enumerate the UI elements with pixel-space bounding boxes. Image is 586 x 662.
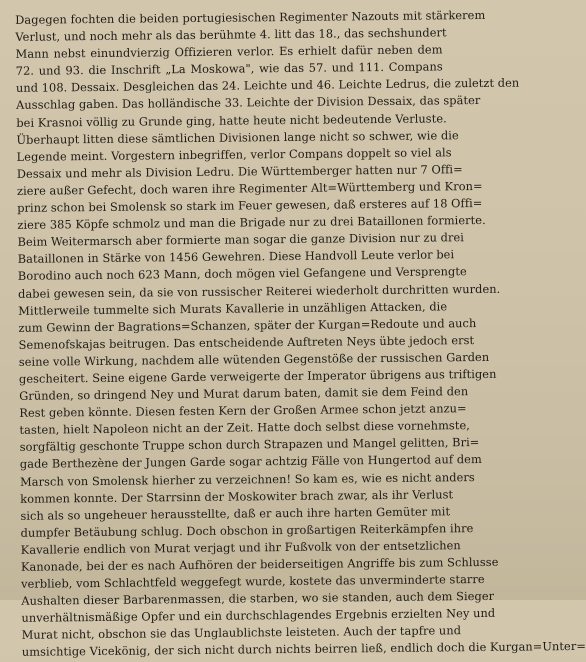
text-line: Legende meint. Vorgestern inbegriffen, verlor Compans doppelt so viel als: [16, 145, 452, 164]
text-line: Verlust, und noch mehr als das berühmte 4. litt das 18., das sechshundert: [15, 25, 447, 44]
text-line: seine volle Wirkung, nachdem alle wütenden Gegenstöße der russischen Garden: [18, 349, 490, 369]
text-line: Kavallerie endlich von Murat verjagt und ihr Fußvolk von der entsetzlichen: [20, 538, 461, 557]
text-line: Bataillonen in Stärke von 1456 Gewehren. Diese Handvoll Leute verlor bei: [17, 247, 455, 267]
text-line: sorgfältig geschonte Truppe schon durch Strapazen und Mangel gelitten, Bri=: [19, 435, 480, 455]
text-line: Borodino auch noch 623 Mann, doch mögen viel Gefangene und Versprengte: [17, 264, 467, 284]
text-line: Überhaupt litten diese sämtlichen Divisionen lange nicht so schwer, wie die: [16, 127, 459, 147]
text-line: zum Gewinn der Bagrations=Schanzen, später der Kurgan=Redoute und auch: [18, 315, 477, 335]
text-line: Mittlerweile tummelte sich Murats Kavallerie in unzähligen Attacken, die: [18, 298, 448, 318]
text-line: Ausschlag gaben. Das holländische 33. Leichte der Division Dessaix, das später: [16, 93, 481, 113]
text-line: Dessaix und mehr als Division Ledru. Die Württemberger hatten nur 7 Offi=: [16, 162, 463, 181]
text-line: Mann nebst einundvierzig Offizieren verlor. Es erhielt dafür neben dem: [15, 42, 443, 62]
text-line: Murat nicht, obschon sie das Unglaublichste leisteten. Auch der tapfre und: [21, 623, 462, 643]
text-line: ziere 385 Köpfe schmolz und man die Brigade nur zu drei Bataillonen formierte.: [17, 213, 486, 232]
text-line: Beim Weitermarsch aber formierte man sogar die ganze Division nur zu drei: [17, 230, 464, 250]
text-line: Kanonade, bei der es nach Aufhören der beiderseitigen Angriffe bis zum Schlusse: [20, 554, 499, 574]
text-line: und 108. Dessaix. Desgleichen das 24. Leichte und 46. Leichte Ledrus, die zuletzt den: [15, 75, 520, 96]
text-line: gescheitert. Seine eigene Garde verweigerte der Imperator übrigens aus triftigen: [18, 366, 497, 386]
text-line: Gründen, so dringend Ney und Murat darum baten, damit sie dem Feind den: [19, 384, 469, 403]
text-line: 72. und 93. die Inschrift „La Moskowa", wie das 57. und 111. Compans: [15, 59, 443, 79]
text-line: gade Berthezène der Jungen Garde sogar achtzig Fälle von Hungertod auf dem: [19, 452, 482, 472]
text-line: dabei gewesen sein, da sie von russischer Reiterei wiederholt durchritten wurden.: [17, 281, 501, 301]
text-line: Aushalten dieser Barbarenmassen, die starben, wo sie standen, auch dem Sieger: [21, 589, 495, 608]
text-line: verblieb, vom Schlachtfeld weggefegt wurde, kostete das unverminderte starre: [21, 572, 485, 591]
text-line: sich als so ungeheuer herausstellte, daß er auch ihre harten Gemüter mit: [20, 504, 451, 523]
text-line: kommen konnte. Der Starrsinn der Moskowiter brach zwar, als ihr Verlust: [20, 486, 454, 506]
text-line: Semenofskajas beitrugen. Das entscheidende Auftreten Neys übte jedoch erst: [18, 332, 475, 352]
text-line: bei Krasnoi völlig zu Grunde ging, hatte heute nicht bedeutende Verluste.: [16, 110, 447, 130]
text-line: Marsch von Smolensk hierher zu verzeichnen! So kam es, wie es nicht anders: [19, 469, 475, 489]
text-line: unverhältnismäßige Opfer und ein durchschlagendes Ergebnis erzielten Ney und: [21, 606, 496, 626]
text-line: prinz schon bei Smolensk so stark im Feuer gewesen, daß ersteres auf 18 Offi=: [17, 195, 483, 215]
text-line: tasten, hielt Napoleon nicht an der Zeit. Hatte doch selbst diese vornehmste,: [19, 418, 470, 438]
text-line: Rest geben könnte. Diesen festen Kern der Großen Armee schon jetzt anzu=: [19, 401, 467, 420]
text-line: umsichtige Vicekönig, der sich nicht durch nichts beirren ließ, endlich doch die Kurgan=Unter=: [21, 639, 586, 660]
text-line: ziere außer Gefecht, doch waren ihre Regimenter Alt=Württemberg und Kron=: [16, 178, 483, 198]
text-line: dumpfer Betäubung schlug. Doch obschon in großartigen Reiterkämpfen ihre: [20, 520, 474, 540]
text-line: Dagegen fochten die beiden portugiesischen Regimenter Nazouts mit stärkerem: [15, 7, 486, 27]
